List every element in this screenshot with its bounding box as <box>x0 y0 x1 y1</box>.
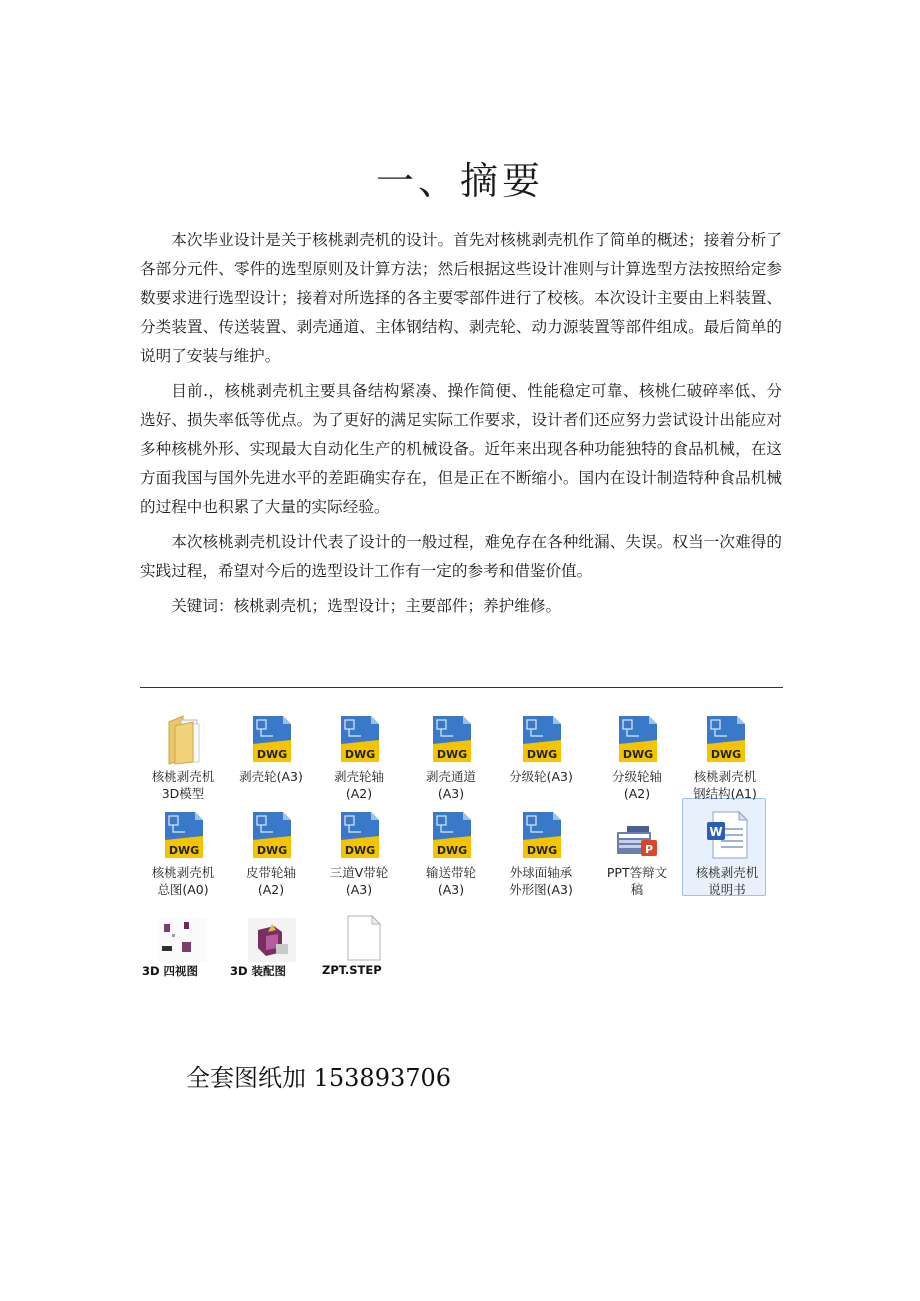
page-title: 一、摘要 <box>375 159 544 203</box>
file-label: 输送带轮 (A3) <box>425 865 476 897</box>
bottom-file-label-step: ZPT.STEP <box>322 963 382 977</box>
dwg-icon <box>155 808 211 862</box>
folder-icon <box>155 712 211 766</box>
file-label: 外球面轴承 外形图(A3) <box>509 865 573 897</box>
footer-contact: 全套图纸加 153893706 <box>186 1064 452 1092</box>
dwg-icon <box>513 808 569 862</box>
abstract-paragraph-1: 本次毕业设计是关于核桃剥壳机的设计。首先对核桃剥壳机作了简单的概述；接着分析了各部分元件、零件的选型原则及计算方法；然后根据这些设计准则与计算选型方法按照给定参数要求进行选型设计；接着对所选择的各主要零部件进行了校核。本次设计主要由上料装置、分类装置、传送装置、剥壳通道、主体钢结构、剥壳轮、动力源装置等部件组成。最后简单的说明了安装与维护。 <box>140 231 782 365</box>
abstract-paragraph-2: 目前.，核桃剥壳机主要具备结构紧凑、操作简便、性能稳定可靠、核桃仁破碎率低、分选好、损失率低等优点。为了更好的满足实际工作要求，设计者们还应努力尝试设计出能应对多种核桃外形、实现最大自动化生产的机械设备。近年来出现各种功能独特的食品机械，在这方面我国与国外先进水平的差距确实存在，但是正在不断缩小。国内在设计制造特种食品机械的过程中也积累了大量的实际经验。 <box>140 382 782 516</box>
svg-text:DWG: DWG <box>526 844 558 857</box>
bottom-file-label-3d-assembly: 3D 装配图 <box>230 964 287 978</box>
svg-text:DWG: DWG <box>344 844 376 857</box>
blank-file-icon[interactable] <box>340 914 388 962</box>
svg-text:DWG: DWG <box>622 748 654 761</box>
file-item-dwg[interactable] <box>316 808 402 898</box>
file-label: 分级轮轴 (A2) <box>611 769 662 801</box>
file-item-dwg[interactable] <box>498 712 584 785</box>
file-item-dwg[interactable] <box>228 808 314 898</box>
file-label: 分级轮(A3) <box>509 769 573 784</box>
ppt-icon <box>609 808 665 862</box>
dwg-icon <box>423 712 479 766</box>
svg-text:DWG: DWG <box>436 748 468 761</box>
keywords-line: 关键词：核桃剥壳机；选型设计；主要部件；养护维修。 <box>171 597 562 615</box>
file-item-ppt[interactable] <box>594 808 680 898</box>
dwg-icon <box>513 712 569 766</box>
file-label: PPT答辩文 稿 <box>606 865 668 897</box>
file-item-dwg[interactable] <box>408 808 494 898</box>
file-item-word-doc[interactable] <box>684 808 770 898</box>
svg-text:DWG: DWG <box>256 844 288 857</box>
dwg-icon <box>331 808 387 862</box>
3d-assembly-thumbnail-icon[interactable] <box>248 918 296 962</box>
file-item-dwg[interactable] <box>316 712 402 802</box>
dwg-icon <box>697 712 753 766</box>
dwg-icon <box>243 712 299 766</box>
svg-text:DWG: DWG <box>526 748 558 761</box>
svg-text:DWG: DWG <box>344 748 376 761</box>
file-label: 剥壳轮轴 (A2) <box>333 769 384 801</box>
dwg-icon <box>609 712 665 766</box>
svg-text:DWG: DWG <box>710 748 742 761</box>
svg-text:DWG: DWG <box>436 844 468 857</box>
dwg-icon <box>243 808 299 862</box>
3d-views-thumbnail-icon[interactable] <box>158 918 206 962</box>
svg-text:P: P <box>644 843 654 856</box>
bottom-file-label-3d-views: 3D 四视图 <box>142 964 199 978</box>
abstract-paragraph-3: 本次核桃剥壳机设计代表了设计的一般过程，难免存在各种纰漏、失误。权当一次难得的实践过程，希望对今后的选型设计工作有一定的参考和借鉴价值。 <box>140 533 782 580</box>
file-label: 三道V带轮 (A3) <box>329 865 389 897</box>
word-doc-icon <box>699 808 755 862</box>
file-label: 剥壳轮(A3) <box>239 769 303 784</box>
file-label: 皮带轮轴 (A2) <box>245 865 296 897</box>
abstract-body <box>140 226 782 627</box>
file-label: 核桃剥壳机 总图(A0) <box>151 865 215 897</box>
svg-text:DWG: DWG <box>168 844 200 857</box>
file-label: 核桃剥壳机 说明书 <box>695 865 759 897</box>
file-label: 核桃剥壳机 3D模型 <box>151 769 215 801</box>
file-item-dwg[interactable] <box>228 712 314 785</box>
file-item-dwg[interactable] <box>594 712 680 802</box>
file-label: 剥壳通道 (A3) <box>425 769 476 801</box>
file-item-dwg[interactable] <box>682 712 768 802</box>
dwg-icon <box>331 712 387 766</box>
section-divider <box>140 687 783 688</box>
svg-text:DWG: DWG <box>256 748 288 761</box>
svg-text:W: W <box>709 825 723 839</box>
dwg-icon <box>423 808 479 862</box>
file-item-3d-model[interactable] <box>140 712 226 802</box>
file-label: 核桃剥壳机 钢结构(A1) <box>693 769 757 801</box>
file-item-dwg[interactable] <box>408 712 494 802</box>
file-item-dwg[interactable] <box>498 808 584 898</box>
file-item-dwg[interactable] <box>140 808 226 898</box>
